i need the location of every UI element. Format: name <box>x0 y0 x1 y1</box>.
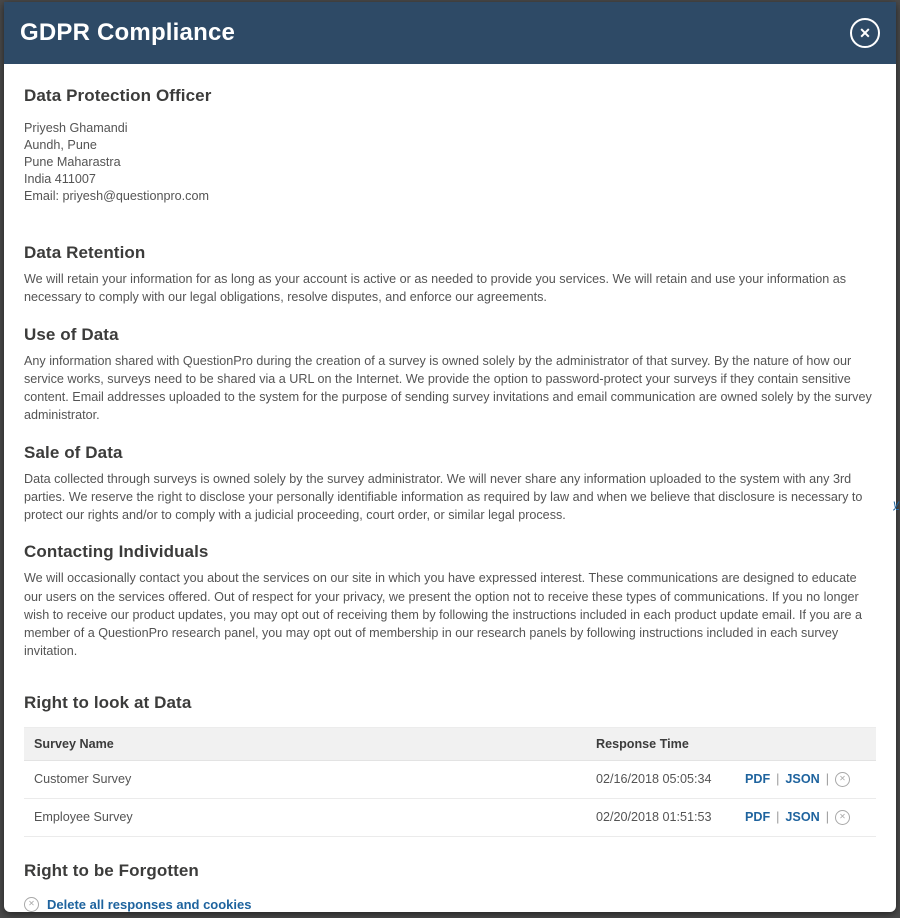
pdf-link[interactable]: PDF <box>744 810 771 824</box>
heading-use-of-data: Use of Data <box>24 324 119 344</box>
table-header-row <box>24 728 876 761</box>
dpo-address-line1: Aundh, Pune <box>24 138 97 152</box>
gdpr-compliance-modal <box>4 2 896 912</box>
delete-response-icon[interactable]: ✕ <box>835 810 850 825</box>
delete-all-icon: ✕ <box>24 897 39 912</box>
response-time-cell: 02/16/2018 05:05:34 <box>596 772 712 786</box>
actions-cell <box>746 810 866 825</box>
modal-title: GDPR Compliance <box>20 19 236 46</box>
data-retention-text: We will retain your information for as long as your account is active or as needed to provide you services. We will retain and use your information as necessary to comply with our legal obligations, resolve disputes, and enforce our agreements. <box>24 272 847 305</box>
separator: | <box>776 772 780 786</box>
dpo-address-line3: India 411007 <box>24 172 96 186</box>
heading-contacting-individuals: Contacting Individuals <box>24 542 209 562</box>
heading-right-to-be-forgotten: Right to be Forgotten <box>24 860 199 880</box>
heading-data-protection-officer: Data Protection Officer <box>24 86 212 105</box>
pdf-link[interactable]: PDF <box>744 772 771 786</box>
heading-sale-of-data: Sale of Data <box>24 442 123 462</box>
table-row <box>24 799 876 837</box>
modal-body <box>4 64 896 912</box>
use-of-data-text: Any information shared with QuestionPro during the creation of a survey is owned solely by the administrator of that survey. By the nature of how our service works, surveys need to be shared via a URL on the Internet. We provide the option to password-protect your surveys if they contain sensitive content. Email addresses uploaded to the system for the purpose of sending survey invitations and email communication are owned solely by the survey administrator. <box>24 353 872 423</box>
dpo-address-line2: Pune Maharastra <box>24 155 121 169</box>
actions-cell <box>746 772 866 787</box>
dpo-address-block <box>24 120 876 205</box>
dpo-email: Email: priyesh@questionpro.com <box>24 189 209 203</box>
delete-response-icon[interactable]: ✕ <box>835 772 850 787</box>
delete-all-link[interactable]: Delete all responses and cookies <box>47 896 252 912</box>
clipped-link-fragment: y <box>893 497 899 511</box>
heading-right-to-look-at-data: Right to look at Data <box>24 692 192 712</box>
json-link[interactable]: JSON <box>785 772 820 786</box>
col-header-survey-name: Survey Name <box>34 736 114 751</box>
contacting-individuals-text: We will occasionally contact you about the services on our site in which you have expressed interest. These communications are designed to educate our users on the services offered. Out of respect for your privacy, we present the option not to receive these types of communications. If you no longer wish to receive our product updates, you may opt out of receiving them by following the instructions included in each product update email. If you are a member of a QuestionPro research panel, you may opt out of membership in our research panels by following instructions included in each survey invitation. <box>24 571 862 659</box>
survey-name-cell: Customer Survey <box>34 772 132 786</box>
json-link[interactable]: JSON <box>785 810 820 824</box>
heading-data-retention: Data Retention <box>24 243 146 262</box>
response-time-cell: 02/20/2018 01:51:53 <box>596 810 712 824</box>
close-icon: ✕ <box>859 25 871 41</box>
separator: | <box>825 772 829 786</box>
delete-all-row <box>24 897 876 912</box>
survey-name-cell: Employee Survey <box>34 810 133 824</box>
dpo-name: Priyesh Ghamandi <box>24 121 128 135</box>
sale-of-data-text: Data collected through surveys is owned solely by the survey administrator. We will never share any information uploaded to the system with any 3rd parties. We reserve the right to disclose your personally identifiable information as required by law and when we believe that disclosure is necessary to protect our rights and/or to comply with a judicial proceeding, court order, or similar legal process. <box>24 471 863 522</box>
col-header-response-time: Response Time <box>596 736 689 751</box>
table-row <box>24 761 876 799</box>
separator: | <box>825 810 829 824</box>
close-button[interactable] <box>850 18 880 48</box>
responses-table <box>24 727 876 837</box>
modal-header <box>4 2 896 64</box>
separator: | <box>776 810 780 824</box>
